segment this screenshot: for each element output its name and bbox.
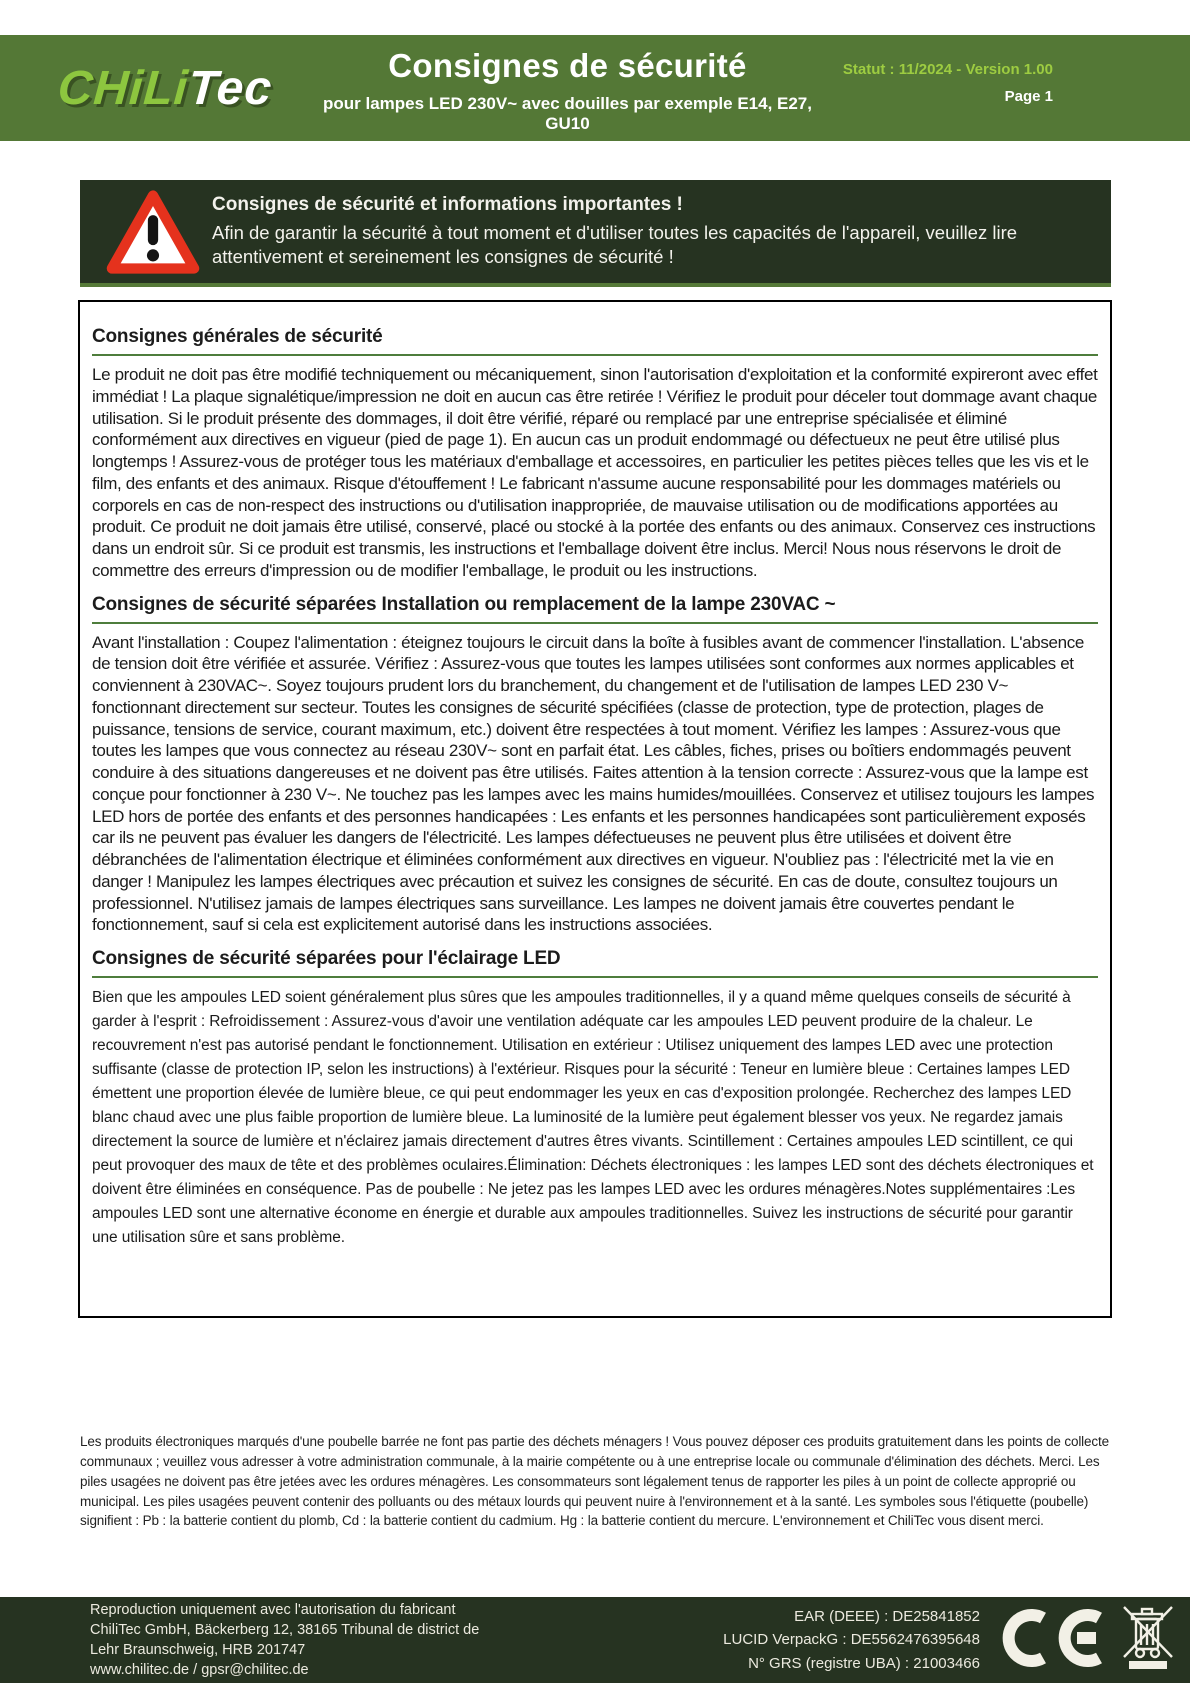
footer-company-block	[0, 1600, 723, 1680]
warning-text-block	[212, 194, 1095, 269]
footer-registration-block	[723, 1605, 998, 1675]
footer-line-register: Lehr Braunschweig, HRB 201747	[90, 1642, 306, 1658]
warning-body: Afin de garantir la sécurité à tout moment et d'utiliser toutes les capacités de l'appareil, veuillez lire attentivement et sereinement les consignes de sécurité !	[212, 221, 1018, 267]
disposal-disclaimer: Les produits électroniques marqués d'une poubelle barrée ne font pas partie des déchets ménagers ! Vous pouvez déposer ces produits gratuitement dans les points de collecte communaux ; veuillez vous adresser à votre administration communale, à la mairie compétente ou à une entreprise locale ou communale d'élimination des déchets. Merci. Les piles usagées ne doivent pas être jetées avec les ordures ménagères. Les consommateurs sont légalement tenus de rapporter les piles à un point de collecte approprié ou municipal. Les piles usagées peuvent contenir des polluants ou des métaux lourds qui peuvent nuire à l'environnement et à la santé. Les symboles sous l'étiquette (poubelle) signifient : Pb : la batterie contient du plomb, Cd : la batterie contient du cadmium. Hg : la batterie contient du mercure. L'environnement et ChiliTec vous disent merci.	[80, 1434, 1109, 1529]
section-body-installation: Avant l'installation : Coupez l'alimentation : éteignez toujours le circuit dans la boîte à fusibles avant de commencer l'installation. L'absence de tension doit être vérifiée et assurée. Vérifiez : Assurez-vous que toutes les lampes utilisées sont conformes aux normes applicables et conviennent à 230VAC~. Soyez toujours prudent lors du branchement, du changement et de l'utilisation de lampes LED 230 V~ fonctionnant directement sur secteur. Toutes les consignes de sécurité spécifiées (classe de protection, type de protection, plages de puissance, tensions de service, courant maximum, etc.) doivent être respectées à tout moment. Vérifiez les lampes : Assurez-vous que toutes les lampes que vous connectez au réseau 230V~ sont en parfait état. Les câbles, fiches, prises ou boîtiers endommagés peuvent conduire à des situations dangereuses et ne doivent pas être utilisés. Faites attention à la tension correcte : Assurez-vous que la lampe est conçue pour fonctionner à 230 V~. Ne touchez pas les lampes avec les mains humides/mouillées. Conservez et utilisez toujours les lampes LED hors de portée des enfants et des personnes handicapées : Les enfants et les personnes handicapées sont particulièrement exposés car ils ne peuvent pas évaluer les dangers de l'électricité. Les lampes défectueuses ne peuvent plus être utilisées et doivent être débranchées de l'alimentation électrique et éliminées conformément aux directives en vigueur. N'oubliez pas : l'électricité met la vie en danger ! Manipulez les lampes électriques avec précaution et suivez les consignes de sécurité. En cas de doute, consultez toujours un professionnel. N'utilisez jamais de lampes électriques sans surveillance. Les lampes ne doivent jamais être couvertes pendant le fonctionnement, sauf si cela est explicitement autorisé dans les instructions associées.	[92, 632, 1095, 935]
warning-triangle-icon	[94, 189, 212, 275]
safety-instructions-box	[78, 300, 1112, 1318]
footer-lucid-number: LUCID VerpackG : DE5562476395648	[723, 1631, 980, 1649]
section-rule	[92, 354, 1098, 356]
page-subtitle: pour lampes LED 230V~ avec douilles par exemple E14, E27, GU10	[323, 93, 812, 133]
section-body-general: Le produit ne doit pas être modifié techniquement ou mécaniquement, sinon l'autorisation d'exploitation et la conformité expireront avec effet immédiat ! La plaque signalétique/impression ne doit en aucun cas être retirée ! Vérifiez le produit pour déceler tout dommage avant chaque utilisation. Si le produit présente des dommages, il doit être vérifié, réparé ou remplacé par une entreprise spécialisée et éliminé conformément aux directives en vigueur (pied de page 1). En aucun cas un produit endommagé ou défectueux ne peut être utilisé plus longtemps ! Assurez-vous de protéger tous les matériaux d'emballage et accessoires, en particulier les petites pièces telles que les vis et le film, des enfants et des animaux. Risque d'étouffement ! Le fabricant n'assume aucune responsabilité pour les dommages matériels ou corporels en cas de non-respect des instructions ou d'utilisation inappropriée, de mauvaise utilisation ou de modifications apportées au produit. Ce produit ne doit jamais être utilisé, conservé, placé ou stocké à la portée des enfants ou des animaux. Conservez ces instructions dans un endroit sûr. Si ce produit est transmis, les instructions et l'emballage doivent être inclus. Merci! Nous nous réservons le droit de commettre des erreurs d'impression ou de modifier l'emballage, le produit ou les instructions.	[92, 365, 1098, 580]
header-meta-block	[835, 61, 1190, 105]
page-title: Consignes de sécurité	[388, 46, 747, 84]
logo-text-tec: Tec	[186, 61, 275, 115]
footer-line-reproduction: Reproduction uniquement avec l'autorisation du fabricant	[90, 1602, 456, 1618]
footer-grs-number: N° GRS (registre UBA) : 21003466	[748, 1654, 980, 1672]
footer-icons	[998, 1605, 1190, 1676]
section-body-led: Bien que les ampoules LED soient généralement plus sûres que les ampoules traditionnelles, il y a quand même quelques conseils de sécurité à garder à l'esprit : Refroidissement : Assurez-vous d'avoir une ventilation adéquate car les ampoules LED peuvent produire de la chaleur. Le recouvrement n'est pas autorisé pendant le fonctionnement. Utilisation en extérieur : Utilisez uniquement des lampes LED avec une protection suffisante (classe de protection IP, selon les instructions) à l'extérieur. Risques pour la sécurité : Teneur en lumière bleue : Certaines lampes LED émettent une proportion élevée de lumière bleue, ce qui peut endommager les yeux en cas d'exposition prolongée. Recherchez des lampes LED blanc chaud avec une plus faible proportion de lumière bleue. La luminosité de la lumière peut également blesser vos yeux. Ne regardez jamais directement la source de lumière et n'éclairez jamais directement d'autres êtres vivants. Scintillement : Certaines ampoules LED scintillent, ce qui peut provoquer des maux de tête et des problèmes oculaires.Élimination: Déchets électroniques : les lampes LED sont des déchets électroniques et doivent être éliminées en conséquence. Pas de poubelle : Ne jetez pas les lampes LED avec les ordures ménagères.Notes supplémentaires :Les ampoules LED sont une alternative économe en énergie et durable aux ampoules traditionnelles. Suivez les instructions de sécurité pour garantir une utilisation sûre et sans problème.	[92, 989, 1094, 1247]
header-bar	[0, 35, 1190, 141]
section-heading-led: Consignes de sécurité séparées pour l'éclairage LED	[92, 948, 561, 969]
section-rule	[92, 622, 1098, 624]
logo-text-chili: CHiLi	[56, 61, 191, 115]
ce-mark-icon	[998, 1609, 1110, 1672]
footer-ear-number: EAR (DEEE) : DE25841852	[794, 1608, 980, 1626]
footer-bar	[0, 1597, 1190, 1683]
footer-line-website[interactable]: www.chilitec.de / gpsr@chilitec.de	[90, 1662, 309, 1678]
status-version: Statut : 11/2024 - Version 1.00	[842, 61, 1053, 78]
warning-box	[80, 180, 1111, 287]
page-number: Page 1	[1004, 88, 1053, 105]
chilitec-logo	[0, 61, 302, 116]
header-title-block	[300, 47, 835, 134]
weee-crossed-bin-icon	[1120, 1605, 1176, 1676]
section-heading-general: Consignes générales de sécurité	[92, 326, 383, 347]
warning-title: Consignes de sécurité et informations importantes !	[212, 193, 683, 215]
section-heading-installation: Consignes de sécurité séparées Installation ou remplacement de la lampe 230VAC ~	[92, 593, 836, 615]
footer-line-company: ChiliTec GmbH, Bäckerberg 12, 38165 Tribunal de district de	[90, 1622, 480, 1638]
section-rule	[92, 976, 1098, 978]
